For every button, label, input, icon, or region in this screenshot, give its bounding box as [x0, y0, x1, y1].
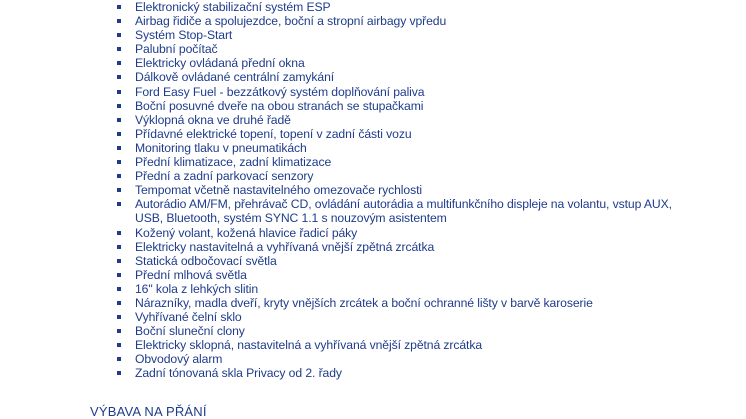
- bullet-icon: [117, 259, 121, 263]
- bullet-icon: [117, 245, 121, 249]
- feature-text: Boční sluneční clony: [135, 324, 245, 339]
- feature-text: Elektricky ovládaná přední okna: [135, 56, 305, 71]
- bullet-icon: [117, 357, 121, 361]
- list-item: [117, 155, 677, 169]
- feature-text: Přední a zadní parkovací senzory: [135, 169, 314, 184]
- feature-text: Boční posuvné dveře na obou stranách se stupačkami: [135, 98, 424, 113]
- feature-text: Tempomat včetně nastavitelného omezovače rychlosti: [135, 183, 422, 198]
- feature-text: Airbag řidiče a spolujezdce, boční a stropní airbagy vpředu: [135, 14, 447, 29]
- bullet-icon: [117, 19, 121, 23]
- feature-text: Autorádio AM/FM, přehrávač CD, ovládání autorádia a multifunkčního displeje na volantu, vstup AUX, USB, Bluetooth, systém SYNC 1.1 s nouzovým asistentem: [135, 197, 672, 226]
- bullet-icon: [117, 160, 121, 164]
- list-item: [117, 197, 677, 225]
- list-item: [117, 268, 677, 282]
- list-item: [117, 85, 677, 99]
- bullet-icon: [117, 118, 121, 122]
- list-item: [117, 226, 677, 240]
- feature-text: Přídavné elektrické topení, topení v zadní části vozu: [135, 126, 412, 141]
- feature-text: Přední klimatizace, zadní klimatizace: [135, 155, 332, 170]
- feature-text: Systém Stop-Start: [135, 28, 233, 43]
- feature-text: Dálkově ovládané centrální zamykání: [135, 70, 335, 85]
- list-item: [117, 99, 677, 113]
- list-item: [117, 296, 677, 310]
- feature-text: Nárazníky, madla dveří, kryty vnějších zrcátek a boční ochranné lišty v barvě karoserie: [135, 295, 593, 310]
- bullet-icon: [117, 104, 121, 108]
- list-item: [117, 366, 677, 380]
- bullet-icon: [117, 202, 121, 206]
- list-item: [117, 0, 677, 14]
- bullet-icon: [117, 132, 121, 136]
- feature-text: Zadní tónovaná skla Privacy od 2. řady: [135, 366, 342, 381]
- bullet-icon: [117, 231, 121, 235]
- section-heading: VÝBAVA NA PŘÁNÍ: [90, 404, 207, 419]
- feature-text: Přední mlhová světla: [135, 267, 247, 282]
- feature-text: Obvodový alarm: [135, 352, 223, 367]
- bullet-icon: [117, 287, 121, 291]
- feature-text: Vyhřívané čelní sklo: [135, 310, 242, 325]
- bullet-icon: [117, 273, 121, 277]
- list-item: [117, 338, 677, 352]
- list-item: [117, 183, 677, 197]
- bullet-icon: [117, 343, 121, 347]
- feature-list: [117, 0, 677, 381]
- bullet-icon: [117, 371, 121, 375]
- feature-text: 16" kola z lehkých slitin: [135, 281, 259, 296]
- list-item: [117, 141, 677, 155]
- feature-text: Kožený volant, kožená hlavice řadicí páky: [135, 225, 358, 240]
- bullet-icon: [117, 188, 121, 192]
- bullet-icon: [117, 329, 121, 333]
- list-item: [117, 14, 677, 28]
- bullet-icon: [117, 146, 121, 150]
- bullet-icon: [117, 47, 121, 51]
- bullet-icon: [117, 315, 121, 319]
- list-item: [117, 324, 677, 338]
- bullet-icon: [117, 61, 121, 65]
- list-item: [117, 70, 677, 84]
- feature-text: Elektricky nastavitelná a vyhřívaná vnější zpětná zrcátka: [135, 239, 435, 254]
- bullet-icon: [117, 90, 121, 94]
- feature-text: Ford Easy Fuel - bezzátkový systém doplňování paliva: [135, 84, 425, 99]
- list-item: [117, 42, 677, 56]
- list-item: [117, 127, 677, 141]
- bullet-icon: [117, 301, 121, 305]
- list-item: [117, 352, 677, 366]
- bullet-icon: [117, 174, 121, 178]
- list-item: [117, 282, 677, 296]
- bullet-icon: [117, 33, 121, 37]
- list-item: [117, 28, 677, 42]
- feature-text: Elektronický stabilizační systém ESP: [135, 0, 331, 14]
- feature-text: Monitoring tlaku v pneumatikách: [135, 140, 307, 155]
- list-item: [117, 254, 677, 268]
- feature-text: Výklopná okna ve druhé řadě: [135, 112, 291, 127]
- list-item: [117, 169, 677, 183]
- feature-text: Elektricky sklopná, nastavitelná a vyhřívaná vnější zpětná zrcátka: [135, 338, 483, 353]
- list-item: [117, 310, 677, 324]
- feature-text: Palubní počítač: [135, 42, 218, 57]
- list-item: [117, 56, 677, 70]
- list-item: [117, 113, 677, 127]
- list-item: [117, 240, 677, 254]
- bullet-icon: [117, 5, 121, 9]
- bullet-icon: [117, 75, 121, 79]
- feature-text: Statická odbočovací světla: [135, 253, 277, 268]
